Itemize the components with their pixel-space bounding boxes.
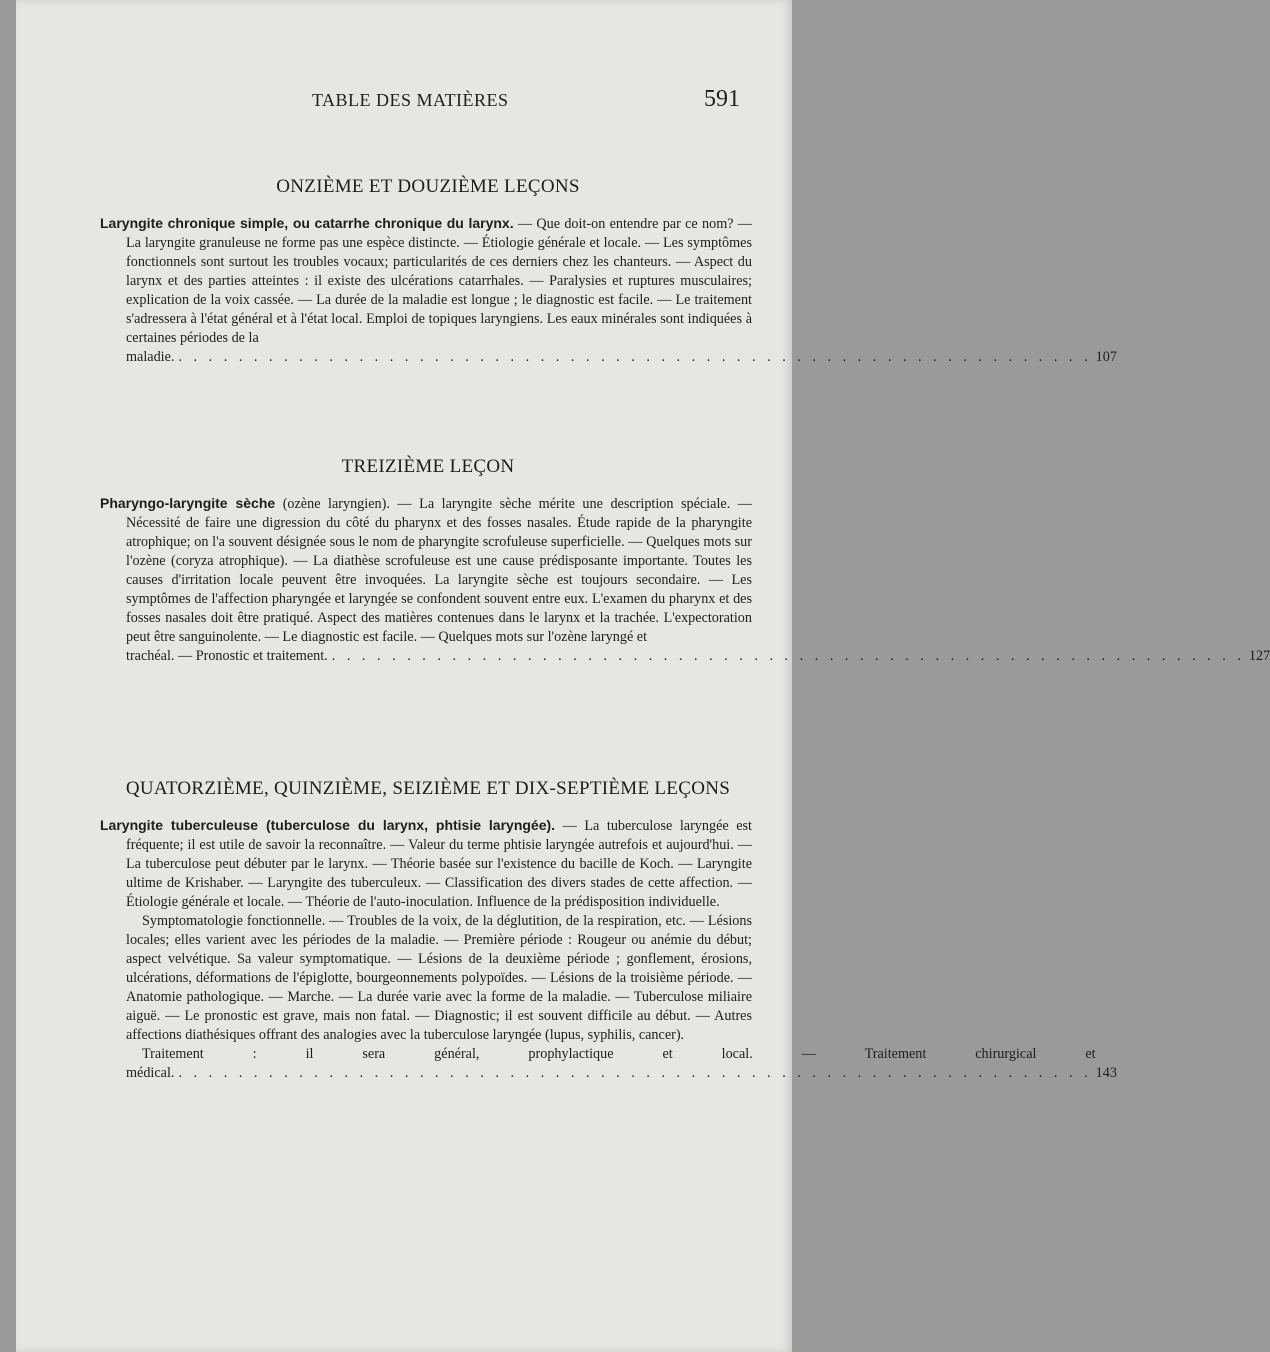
page-header (16, 86, 792, 126)
entry-text: — La laryngite sèche mérite une description spéciale. — Nécessité de faire une digression du côté du pharynx et des fosses nasales. Étude rapide de la pharyngite atrophique; on l'a souvent désignée sous le nom de pharyngite scrofuleuse superficielle. — Quelques mots sur l'ozène (coryza atrophique). — La diathèse scrofuleuse est une cause prédisposante importante. Toutes les causes d'irritation locale peuvent être invoquées. La laryngite sèche est toujours secondaire. — Les symptômes de l'affection pharyngée et laryngée se confondent souvent entre eux. L'examen du pharynx et des fosses nasales doit être pratiqué. Aspect des matières contenues dans le larynx et la trachée. L'expectoration peut être sanguinolente. — Le diagnostic est facile. — Quelques mots sur l'ozène laryngé et (126, 496, 752, 645)
dot-leader (178, 348, 1091, 367)
toc-entry (100, 214, 1117, 367)
toc-entry (100, 494, 1270, 666)
section-heading: TREIZIÈME LEÇON (341, 456, 515, 477)
entry-paragraph-symptomatologie: Symptomatologie fonctionnelle. — Troubles de la voix, de la déglutition, de la respiration, etc. — Lésions locales; elles varient avec les périodes de la maladie. — Première période : Rougeur ou anémie du début; aspect velvétique. Sa valeur symptomatique. — Lésions de la deuxième période ; gonflement, érosions, ulcérations, déformations de l'épiglotte, bourgeonnements polypoïdes. — Lésions de la troisième période. — Anatomie pathologique. — Marche. — La durée varie avec la forme de la maladie. — Tuberculose miliaire aiguë. — Le pronostic est grave, mais non fatal. — Diagnostic; il est souvent difficile au début. — Autres affections diathésiques offrant des analogies avec la tuberculose laryngée (lupus, syphilis, cancer). (126, 913, 752, 1043)
entry-title: Laryngite tuberculeuse (tuberculose du larynx, phtisie laryngée). (100, 817, 556, 833)
toc-section-treizieme (100, 456, 1270, 666)
entry-last-text: trachéal. — Pronostic et traitement. (126, 648, 328, 664)
entry-last-text: maladie. (126, 349, 175, 365)
entry-paragraph-traitement (100, 1045, 1096, 1083)
page-reference: 143 (1095, 1065, 1117, 1081)
entry-last-text: Traitement : il sera général, prophylactique et local. — Traitement chirurgical et médical. (126, 1046, 1096, 1081)
entry-text: — Que doit-on entendre par ce nom? — La laryngite granuleuse ne forme pas une espèce distincte. — Étiologie générale et locale. — Les symptômes fonctionnels sont surtout les troubles vocaux; particularités de ces derniers chez les chanteurs. — Aspect du larynx et des parties atteintes : il existe des ulcérations catarrhales. — Paralysies et ruptures musculaires; explication de la voix cassée. — La durée de la maladie est longue ; le diagnostic est facile. — Le traitement s'adressera à l'état général et à l'état local. Emploi de topiques laryngiens. Les eaux minérales sont indiquées à certaines périodes de la (126, 216, 752, 346)
dot-leader (332, 647, 1245, 666)
toc-section-onzieme-douzieme (100, 176, 1117, 367)
page-number: 591 (704, 86, 740, 112)
toc-entry (100, 816, 1117, 1083)
entry-summary (100, 494, 752, 647)
entry-final-paragraph (100, 1045, 1117, 1083)
toc-section-quatorzieme-dix-septieme (100, 778, 1117, 1083)
entry-summary (100, 214, 752, 348)
running-title: TABLE DES MATIÈRES (312, 90, 509, 110)
page-reference: 127 (1248, 648, 1270, 664)
entry-last-line (100, 348, 1117, 367)
book-page (16, 0, 1270, 1352)
entry-title: Pharyngo-laryngite sèche (100, 495, 276, 511)
page-reference: 107 (1095, 349, 1117, 365)
dot-leader (178, 1065, 1091, 1081)
section-heading: ONZIÈME ET DOUZIÈME LEÇONS (276, 176, 580, 197)
entry-last-line (100, 647, 1270, 666)
entry-summary (100, 816, 752, 912)
entry-text: — La tuberculose laryngée est fréquente; il est utile de savoir la reconnaître. — Valeur du terme phtisie laryngée autrefois et aujourd'hui. — La tuberculose peut débuter par le larynx. — Théorie basée sur l'existence du bacille de Koch. — Laryngite ultime de Krishaber. — Laryngite des tuberculeux. — Classification des divers stades de cette affection. — Étiologie générale et locale. — Théorie de l'auto-inoculation. Influence de la prédisposition individuelle. (126, 818, 752, 910)
entry-title-suffix: (ozène laryngien). (275, 496, 390, 512)
entry-title: Laryngite chronique simple, ou catarrhe chronique du larynx. (100, 215, 514, 231)
section-heading: QUATORZIÈME, QUINZIÈME, SEIZIÈME ET DIX-SEPTIÈME LEÇONS (125, 778, 731, 799)
